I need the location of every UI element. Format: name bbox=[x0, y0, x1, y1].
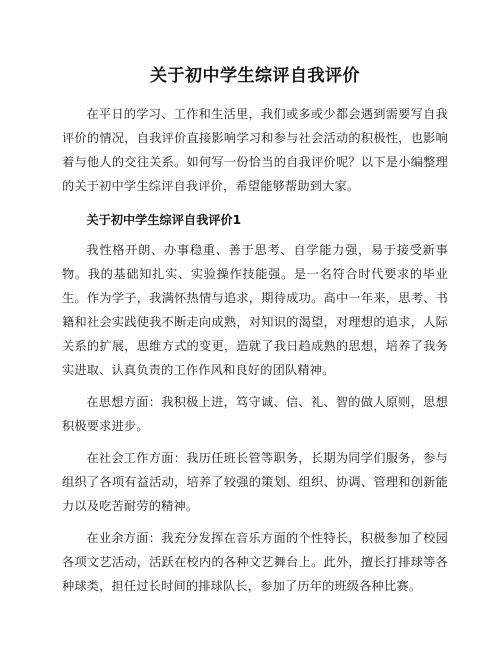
body-paragraph-social-work: 在社会工作方面：我历任班长管等职务，长期为同学们服务，参与组织了各项有益活动，培养了较强的策划、组织、协调、管理和创新能力以及吃苦耐劳的精神。 bbox=[62, 451, 448, 513]
intro-paragraph: 在平日的学习、工作和生活里，我们或多或少都会遇到需要写自我评价的情况，自我评价直接影响学习和参与社会活动的积极性，也影响着与他人的交往关系。如何写一份恰当的自我评价呢？以下是小编整理的关于初中学生综评自我评价，希望能够帮助到大家。 bbox=[62, 107, 448, 193]
body-paragraph-personality: 我性格开朗、办事稳重、善于思考、自学能力强，易于接受新事物。我的基础知扎实、实验操作技能强。是一名符合时代要求的毕业生。作为学子，我满怀热情与追求，期待成功。高中一年来，思考、书籍和社会实践使我不断走向成熟，对知识的渴望，对理想的追求，人际关系的扩展，思维方式的变更，造就了我日趋成熟的思想，培养了我务实进取、认真负责的工作作风和良好的团队精神。 bbox=[62, 243, 448, 377]
body-paragraph-thought: 在思想方面：我积极上进，笃守诚、信、礼、智的做人原则，思想积极要求进步。 bbox=[62, 395, 448, 433]
section-heading: 关于初中学生综评自我评价1 bbox=[86, 213, 242, 227]
document-page bbox=[62, 64, 448, 606]
body-paragraph-hobbies: 在业余方面：我充分发挥在音乐方面的个性特长，积极参加了校园各项文艺活动，活跃在校内的各种文艺舞台上。此外，擅长打排球等各种球类，担任过长时间的排球队长，参加了历年的班级各种比赛。 bbox=[62, 531, 448, 593]
page-title: 关于初中学生综评自我评价 bbox=[150, 66, 360, 86]
